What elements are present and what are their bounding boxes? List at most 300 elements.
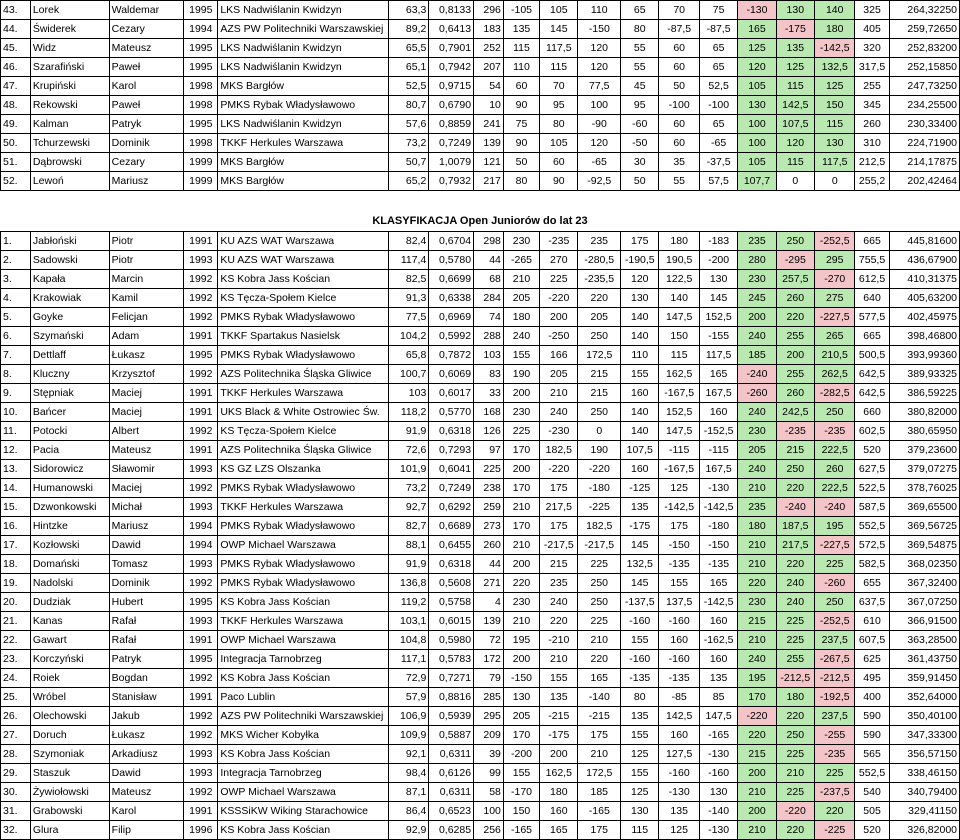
table-row — [1, 821, 960, 840]
cell-body-weight: 50,7 — [388, 153, 428, 172]
cell-place: 27. — [1, 726, 31, 745]
cell-deadlift-2: -220 — [776, 802, 814, 821]
cell-total: 255,2 — [855, 172, 889, 191]
cell-deadlift-1: 215 — [738, 612, 776, 631]
cell-total: 665 — [855, 327, 889, 346]
cell-lot: 298 — [474, 232, 504, 251]
cell-squat-3: 185 — [578, 783, 621, 802]
cell-deadlift-2: 115 — [776, 153, 814, 172]
cell-total: 255 — [855, 77, 889, 96]
cell-points: 329,41150 — [889, 802, 959, 821]
cell-coefficient: 0,7293 — [429, 441, 474, 460]
cell-deadlift-2: 187,5 — [776, 517, 814, 536]
cell-squat-3: 220 — [578, 650, 621, 669]
cell-total: 325 — [855, 1, 889, 20]
cell-squat-1: 205 — [503, 707, 539, 726]
cell-deadlift-1: 107,7 — [738, 172, 776, 191]
cell-squat-2: 135 — [540, 688, 578, 707]
cell-squat-1: 90 — [503, 134, 539, 153]
cell-deadlift-3: -255 — [815, 726, 855, 745]
cell-bench-2: 115 — [659, 346, 699, 365]
cell-club: KS Kobra Jass Kościan — [218, 593, 388, 612]
cell-squat-3: 220 — [578, 289, 621, 308]
cell-bench-1: 50 — [621, 172, 659, 191]
cell-surname: Doruch — [30, 726, 109, 745]
cell-squat-3: -280,5 — [578, 251, 621, 270]
cell-deadlift-2: 242,5 — [776, 403, 814, 422]
cell-birth-year: 1993 — [184, 745, 218, 764]
cell-bench-2: 190,5 — [659, 251, 699, 270]
cell-deadlift-2: 250 — [776, 726, 814, 745]
cell-bench-3: -142,5 — [699, 593, 737, 612]
cell-deadlift-3: 260 — [815, 460, 855, 479]
cell-lot: 168 — [474, 403, 504, 422]
cell-place: 45. — [1, 39, 31, 58]
cell-squat-1: 200 — [503, 460, 539, 479]
cell-squat-3: -90 — [578, 115, 621, 134]
cell-place: 20. — [1, 593, 31, 612]
cell-bench-1: 125 — [621, 783, 659, 802]
cell-squat-3: 225 — [578, 555, 621, 574]
cell-squat-1: 75 — [503, 115, 539, 134]
cell-deadlift-2: 255 — [776, 327, 814, 346]
cell-coefficient: 0,5770 — [429, 403, 474, 422]
cell-bench-2: 137,5 — [659, 593, 699, 612]
cell-bench-1: 45 — [621, 77, 659, 96]
cell-total: 552,5 — [855, 764, 889, 783]
cell-squat-3: -225 — [578, 498, 621, 517]
cell-place: 47. — [1, 77, 31, 96]
cell-lot: 209 — [474, 726, 504, 745]
cell-points: 350,40100 — [889, 707, 959, 726]
cell-club: KS Kobra Jass Kościan — [218, 669, 388, 688]
cell-first-name: Tomasz — [109, 555, 184, 574]
cell-first-name: Waldemar — [109, 1, 184, 20]
cell-club: MKS Wicher Kobyłka — [218, 726, 388, 745]
cell-deadlift-3: 265 — [815, 327, 855, 346]
cell-bench-1: 115 — [621, 821, 659, 840]
cell-deadlift-2: 220 — [776, 479, 814, 498]
cell-lot: 241 — [474, 115, 504, 134]
cell-squat-3: -180 — [578, 479, 621, 498]
cell-first-name: Paweł — [109, 58, 184, 77]
cell-place: 46. — [1, 58, 31, 77]
cell-deadlift-1: 240 — [738, 650, 776, 669]
cell-squat-3: 225 — [578, 612, 621, 631]
cell-club: TKKF Spartakus Nasielsk — [218, 327, 388, 346]
cell-deadlift-3: 150 — [815, 96, 855, 115]
cell-coefficient: 0,6523 — [429, 802, 474, 821]
cell-squat-3: 110 — [578, 1, 621, 20]
cell-deadlift-2: 240 — [776, 574, 814, 593]
cell-squat-2: 60 — [540, 153, 578, 172]
cell-deadlift-3: -142,5 — [815, 39, 855, 58]
cell-place: 16. — [1, 517, 31, 536]
table-row — [1, 707, 960, 726]
cell-lot: 285 — [474, 688, 504, 707]
cell-bench-1: 65 — [621, 1, 659, 20]
cell-bench-3: 65 — [699, 115, 737, 134]
cell-points: 252,83200 — [889, 39, 959, 58]
cell-deadlift-3: 222,5 — [815, 441, 855, 460]
table-row — [1, 745, 960, 764]
cell-club: KS Kobra Jass Kościan — [218, 821, 388, 840]
cell-lot: 99 — [474, 764, 504, 783]
table-row — [1, 270, 960, 289]
cell-bench-3: 160 — [699, 612, 737, 631]
cell-squat-2: 240 — [540, 403, 578, 422]
cell-deadlift-1: 220 — [738, 574, 776, 593]
cell-points: 347,33300 — [889, 726, 959, 745]
cell-squat-2: 225 — [540, 270, 578, 289]
cell-body-weight: 52,5 — [388, 77, 428, 96]
cell-first-name: Patryk — [109, 115, 184, 134]
cell-bench-1: -160 — [621, 650, 659, 669]
cell-birth-year: 1994 — [184, 536, 218, 555]
table-row — [1, 289, 960, 308]
cell-deadlift-2: 180 — [776, 688, 814, 707]
cell-bench-2: 150 — [659, 327, 699, 346]
cell-deadlift-1: 100 — [738, 115, 776, 134]
cell-place: 26. — [1, 707, 31, 726]
cell-squat-3: -217,5 — [578, 536, 621, 555]
cell-squat-3: 100 — [578, 96, 621, 115]
cell-bench-3: -162,5 — [699, 631, 737, 650]
table-row — [1, 384, 960, 403]
cell-first-name: Cezary — [109, 153, 184, 172]
cell-squat-3: 250 — [578, 327, 621, 346]
cell-total: 627,5 — [855, 460, 889, 479]
cell-squat-3: 235 — [578, 232, 621, 251]
cell-surname: Tchurzewski — [30, 134, 109, 153]
cell-birth-year: 1993 — [184, 612, 218, 631]
cell-bench-1: 160 — [621, 460, 659, 479]
cell-surname: Szymoniak — [30, 745, 109, 764]
cell-lot: 33 — [474, 384, 504, 403]
cell-bench-1: -160 — [621, 612, 659, 631]
cell-coefficient: 0,6126 — [429, 764, 474, 783]
cell-squat-1: 195 — [503, 631, 539, 650]
cell-bench-2: -160 — [659, 612, 699, 631]
cell-squat-2: -250 — [540, 327, 578, 346]
cell-club: LKS Nadwiślanin Kwidzyn — [218, 58, 388, 77]
cell-club: KS Tęcza-Społem Kielce — [218, 422, 388, 441]
cell-bench-2: -167,5 — [659, 384, 699, 403]
cell-deadlift-3: 237,5 — [815, 707, 855, 726]
cell-deadlift-3: 225 — [815, 764, 855, 783]
cell-bench-2: -160 — [659, 650, 699, 669]
table-row — [1, 232, 960, 251]
cell-bench-2: 162,5 — [659, 365, 699, 384]
cell-coefficient: 0,7942 — [429, 58, 474, 77]
cell-body-weight: 98,4 — [388, 764, 428, 783]
cell-bench-2: -142,5 — [659, 498, 699, 517]
cell-club: LKS Nadwiślanin Kwidzyn — [218, 39, 388, 58]
cell-place: 25. — [1, 688, 31, 707]
cell-body-weight: 101,9 — [388, 460, 428, 479]
cell-total: 320 — [855, 39, 889, 58]
cell-place: 21. — [1, 612, 31, 631]
cell-deadlift-1: -130 — [738, 1, 776, 20]
cell-total: 637,5 — [855, 593, 889, 612]
cell-deadlift-2: 115 — [776, 77, 814, 96]
cell-squat-2: -175 — [540, 726, 578, 745]
cell-squat-3: 250 — [578, 403, 621, 422]
cell-squat-1: 210 — [503, 536, 539, 555]
table-row — [1, 115, 960, 134]
cell-total: 577,5 — [855, 308, 889, 327]
cell-squat-3: 210 — [578, 631, 621, 650]
cell-body-weight: 92,9 — [388, 821, 428, 840]
cell-deadlift-2: 225 — [776, 783, 814, 802]
cell-birth-year: 1992 — [184, 308, 218, 327]
cell-lot: 100 — [474, 802, 504, 821]
cell-surname: Staszuk — [30, 764, 109, 783]
cell-surname: Hintzke — [30, 517, 109, 536]
cell-bench-3: -152,5 — [699, 422, 737, 441]
cell-squat-1: 240 — [503, 327, 539, 346]
cell-squat-3: 120 — [578, 58, 621, 77]
cell-squat-2: 182,5 — [540, 441, 578, 460]
cell-lot: 121 — [474, 153, 504, 172]
cell-squat-1: 155 — [503, 764, 539, 783]
cell-body-weight: 117,1 — [388, 650, 428, 669]
cell-body-weight: 65,1 — [388, 58, 428, 77]
cell-squat-1: -150 — [503, 669, 539, 688]
cell-bench-2: 122,5 — [659, 270, 699, 289]
table-row — [1, 172, 960, 191]
cell-club: TKKF Herkules Warszawa — [218, 612, 388, 631]
cell-total: 642,5 — [855, 384, 889, 403]
table-row — [1, 631, 960, 650]
cell-club: TKKF Herkules Warszawa — [218, 498, 388, 517]
cell-club: PMKS Rybak Władysławowo — [218, 479, 388, 498]
cell-deadlift-1: 200 — [738, 802, 776, 821]
cell-bench-1: -125 — [621, 479, 659, 498]
cell-coefficient: 0,5780 — [429, 251, 474, 270]
table-row — [1, 479, 960, 498]
cell-bench-3: -135 — [699, 555, 737, 574]
cell-coefficient: 0,6699 — [429, 270, 474, 289]
cell-deadlift-1: 210 — [738, 631, 776, 650]
cell-deadlift-2: 250 — [776, 232, 814, 251]
cell-bench-3: 152,5 — [699, 308, 737, 327]
cell-bench-2: 125 — [659, 479, 699, 498]
cell-squat-3: 172,5 — [578, 346, 621, 365]
table-row — [1, 441, 960, 460]
cell-birth-year: 1992 — [184, 289, 218, 308]
table-row — [1, 134, 960, 153]
cell-deadlift-1: 235 — [738, 498, 776, 517]
cell-squat-2: 95 — [540, 96, 578, 115]
cell-bench-3: -115 — [699, 441, 737, 460]
cell-bench-1: 110 — [621, 346, 659, 365]
cell-lot: 295 — [474, 707, 504, 726]
cell-club: TKKF Herkules Warszawa — [218, 384, 388, 403]
cell-bench-1: 30 — [621, 153, 659, 172]
cell-place: 31. — [1, 802, 31, 821]
cell-first-name: Dawid — [109, 764, 184, 783]
cell-first-name: Piotr — [109, 232, 184, 251]
cell-club: PMKS Rybak Władysławowo — [218, 96, 388, 115]
cell-total: 405 — [855, 20, 889, 39]
cell-bench-1: 140 — [621, 327, 659, 346]
cell-squat-2: -215 — [540, 707, 578, 726]
cell-bench-2: -167,5 — [659, 460, 699, 479]
cell-squat-1: 130 — [503, 688, 539, 707]
cell-first-name: Maciej — [109, 403, 184, 422]
cell-bench-1: 160 — [621, 384, 659, 403]
cell-points: 359,91450 — [889, 669, 959, 688]
cell-place: 5. — [1, 308, 31, 327]
cell-deadlift-1: 210 — [738, 536, 776, 555]
cell-club: Integracja Tarnobrzeg — [218, 650, 388, 669]
cell-birth-year: 1991 — [184, 631, 218, 650]
table-row — [1, 555, 960, 574]
cell-surname: Dzwonkowski — [30, 498, 109, 517]
cell-place: 14. — [1, 479, 31, 498]
cell-squat-1: 220 — [503, 574, 539, 593]
cell-bench-2: 125 — [659, 821, 699, 840]
cell-surname: Gawart — [30, 631, 109, 650]
cell-bench-1: 120 — [621, 270, 659, 289]
cell-squat-1: 115 — [503, 39, 539, 58]
cell-deadlift-1: 180 — [738, 517, 776, 536]
cell-squat-1: 210 — [503, 498, 539, 517]
cell-squat-2: 205 — [540, 365, 578, 384]
cell-birth-year: 1995 — [184, 346, 218, 365]
cell-points: 214,17875 — [889, 153, 959, 172]
cell-bench-2: 160 — [659, 631, 699, 650]
cell-squat-3: 210 — [578, 745, 621, 764]
cell-place: 28. — [1, 745, 31, 764]
table-row — [1, 802, 960, 821]
cell-lot: 183 — [474, 20, 504, 39]
cell-deadlift-3: 0 — [815, 172, 855, 191]
cell-bench-1: 130 — [621, 802, 659, 821]
cell-first-name: Karol — [109, 802, 184, 821]
cell-bench-1: -190,5 — [621, 251, 659, 270]
cell-bench-1: 135 — [621, 707, 659, 726]
cell-squat-1: 170 — [503, 726, 539, 745]
cell-total: 642,5 — [855, 365, 889, 384]
cell-body-weight: 109,9 — [388, 726, 428, 745]
cell-squat-2: 270 — [540, 251, 578, 270]
cell-body-weight: 91,9 — [388, 422, 428, 441]
cell-squat-1: -265 — [503, 251, 539, 270]
cell-deadlift-3: 210,5 — [815, 346, 855, 365]
cell-squat-2: 145 — [540, 20, 578, 39]
cell-points: 389,93325 — [889, 365, 959, 384]
cell-total: 260 — [855, 115, 889, 134]
cell-points: 380,82000 — [889, 403, 959, 422]
cell-deadlift-2: -235 — [776, 422, 814, 441]
cell-birth-year: 1993 — [184, 498, 218, 517]
cell-birth-year: 1992 — [184, 574, 218, 593]
table-row — [1, 327, 960, 346]
cell-place: 19. — [1, 574, 31, 593]
cell-club: KS Kobra Jass Kościan — [218, 745, 388, 764]
cell-squat-1: 50 — [503, 153, 539, 172]
cell-deadlift-3: 250 — [815, 403, 855, 422]
table-row — [1, 498, 960, 517]
cell-birth-year: 1996 — [184, 821, 218, 840]
cell-deadlift-3: 275 — [815, 289, 855, 308]
cell-birth-year: 1995 — [184, 650, 218, 669]
cell-place: 10. — [1, 403, 31, 422]
cell-points: 259,72650 — [889, 20, 959, 39]
cell-squat-1: 200 — [503, 384, 539, 403]
cell-body-weight: 106,9 — [388, 707, 428, 726]
cell-deadlift-1: 280 — [738, 251, 776, 270]
cell-coefficient: 0,5992 — [429, 327, 474, 346]
cell-surname: Stępniak — [30, 384, 109, 403]
table-row — [1, 153, 960, 172]
cell-club: Paco Lublin — [218, 688, 388, 707]
cell-coefficient: 0,6015 — [429, 612, 474, 631]
cell-total: 212,5 — [855, 153, 889, 172]
cell-surname: Nadolski — [30, 574, 109, 593]
cell-bench-1: -137,5 — [621, 593, 659, 612]
cell-squat-3: 182,5 — [578, 517, 621, 536]
cell-squat-2: 217,5 — [540, 498, 578, 517]
cell-surname: Kozłowski — [30, 536, 109, 555]
cell-deadlift-3: -252,5 — [815, 232, 855, 251]
cell-coefficient: 0,7932 — [429, 172, 474, 191]
cell-squat-3: -165 — [578, 802, 621, 821]
cell-squat-2: 235 — [540, 574, 578, 593]
cell-surname: Wróbel — [30, 688, 109, 707]
cell-body-weight: 117,4 — [388, 251, 428, 270]
cell-squat-2: -220 — [540, 289, 578, 308]
cell-bench-2: -135 — [659, 555, 699, 574]
cell-bench-3: 65 — [699, 39, 737, 58]
table-row — [1, 669, 960, 688]
cell-squat-2: -220 — [540, 460, 578, 479]
table-row — [1, 58, 960, 77]
cell-squat-3: -140 — [578, 688, 621, 707]
table-row — [1, 517, 960, 536]
cell-bench-3: 160 — [699, 650, 737, 669]
cell-deadlift-1: 205 — [738, 441, 776, 460]
cell-place: 30. — [1, 783, 31, 802]
cell-bench-2: 60 — [659, 134, 699, 153]
cell-first-name: Felicjan — [109, 308, 184, 327]
cell-place: 32. — [1, 821, 31, 840]
cell-deadlift-3: -252,5 — [815, 612, 855, 631]
cell-squat-2: 166 — [540, 346, 578, 365]
cell-bench-2: -100 — [659, 96, 699, 115]
cell-body-weight: 91,3 — [388, 289, 428, 308]
cell-birth-year: 1992 — [184, 669, 218, 688]
cell-club: AZS PW Politechniki Warszawskiej — [218, 707, 388, 726]
cell-body-weight: 87,1 — [388, 783, 428, 802]
cell-coefficient: 0,9715 — [429, 77, 474, 96]
cell-bench-1: 55 — [621, 58, 659, 77]
cell-place: 48. — [1, 96, 31, 115]
cell-squat-1: 150 — [503, 802, 539, 821]
cell-squat-3: 215 — [578, 384, 621, 403]
cell-total: 655 — [855, 574, 889, 593]
cell-first-name: Rafał — [109, 631, 184, 650]
cell-surname: Kanas — [30, 612, 109, 631]
cell-total: 520 — [855, 821, 889, 840]
cell-club: Integracja Tarnobrzeg — [218, 764, 388, 783]
cell-deadlift-1: 105 — [738, 77, 776, 96]
spacer-row — [1, 191, 960, 212]
cell-deadlift-2: 142,5 — [776, 96, 814, 115]
cell-coefficient: 0,5783 — [429, 650, 474, 669]
